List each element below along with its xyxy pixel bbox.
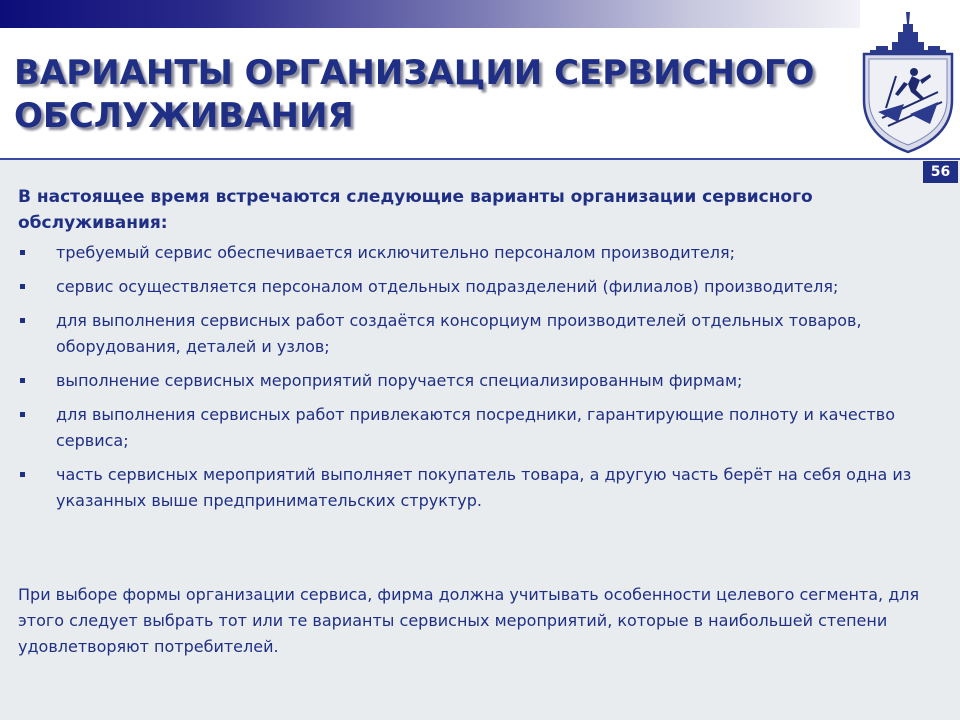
list-item-text: сервис осуществляется персоналом отдельных подразделений (филиалов) производителя; <box>56 277 839 296</box>
bullet-list <box>18 240 938 522</box>
list-item <box>18 462 938 514</box>
university-shield-logo <box>858 10 958 155</box>
list-item <box>18 240 938 266</box>
list-item <box>18 368 938 394</box>
list-item-text: часть сервисных мероприятий выполняет покупатель товара, а другую часть берёт на себя одна из указанных выше предпринимательских структур. <box>56 465 912 510</box>
list-item <box>18 308 938 360</box>
list-item-text: для выполнения сервисных работ привлекаются посредники, гарантирующие полноту и качество сервиса; <box>56 405 896 450</box>
square-bullet-icon <box>20 412 25 417</box>
page-number-badge: 56 <box>923 161 958 183</box>
square-bullet-icon <box>20 378 25 383</box>
square-bullet-icon <box>20 284 25 289</box>
list-item-text: для выполнения сервисных работ создаётся консорциум производителей отдельных товаров, оборудования, деталей и узлов; <box>56 311 862 356</box>
list-item-text: выполнение сервисных мероприятий поручается специализированным фирмам; <box>56 371 743 390</box>
list-item <box>18 274 938 300</box>
list-item <box>18 402 938 454</box>
top-gradient-bar <box>0 0 860 28</box>
square-bullet-icon <box>20 472 25 477</box>
intro-text: В настоящее время встречаются следующие варианты организации сервисного обслуживания: <box>18 187 813 233</box>
slide-title: ВАРИАНТЫ ОРГАНИЗАЦИИ СЕРВИСНОГО ОБСЛУЖИВАНИЯ <box>14 53 815 136</box>
square-bullet-icon <box>20 250 25 255</box>
conclusion-text: При выборе формы организации сервиса, фирма должна учитывать особенности целевого сегмента, для этого следует выбрать тот или те варианты сервисных мероприятий, которые в наибольшей степени удовлетворяют потребителей. <box>18 585 920 656</box>
list-item-text: требуемый сервис обеспечивается исключительно персоналом производителя; <box>56 243 735 262</box>
square-bullet-icon <box>20 318 25 323</box>
